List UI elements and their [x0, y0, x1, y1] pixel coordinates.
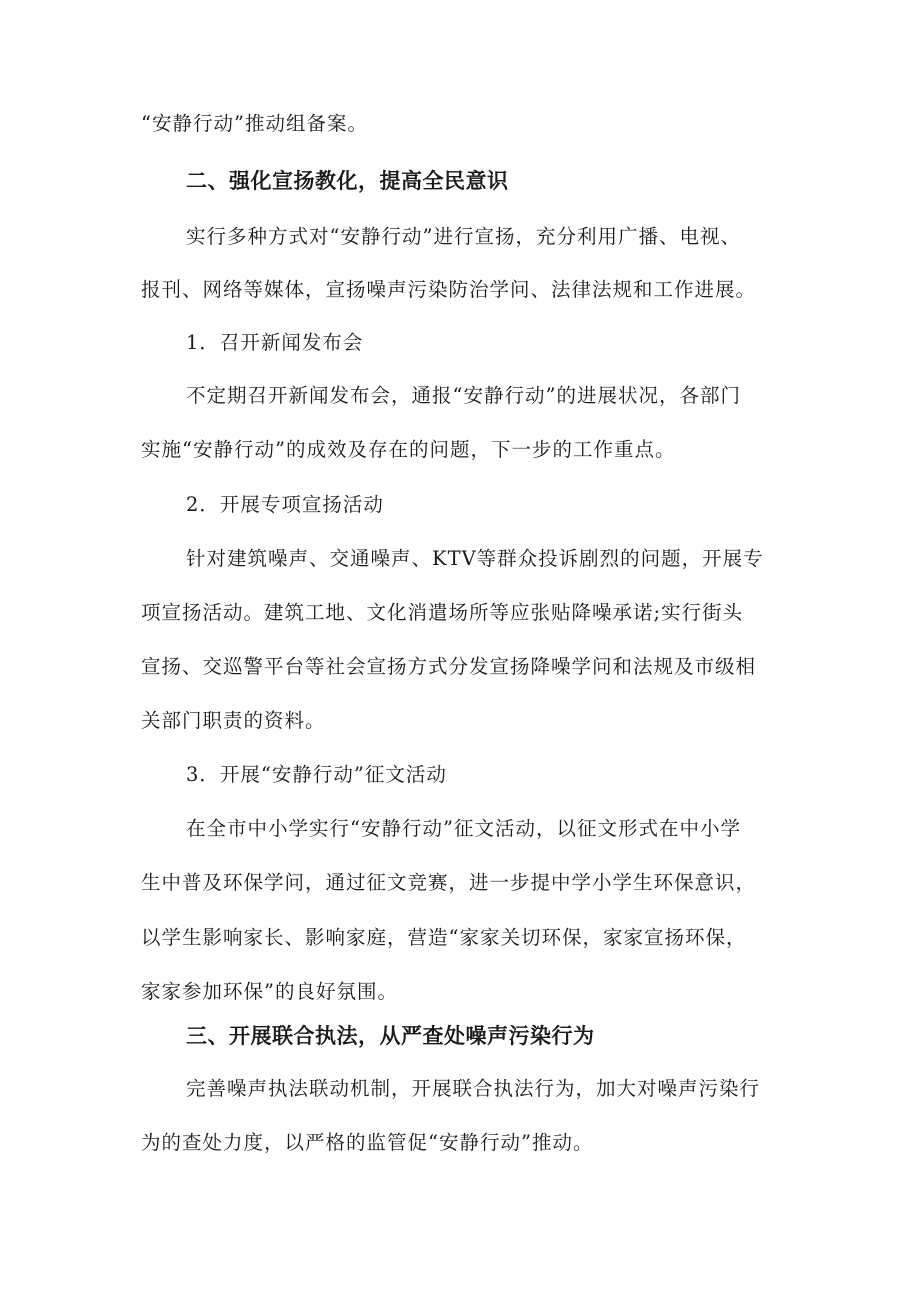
paragraph-line: 实行多种方式对“安静行动”进行宣扬，充分利用广播、电视、: [186, 225, 741, 248]
paragraph-line: 以学生影响家长、影响家庭，营造“家家关切环保，家家宣扬环保，: [141, 926, 747, 949]
paragraph-line: 宣扬、交巡警平台等社会宣扬方式分发宣扬降噪学问和法规及市级相: [141, 655, 757, 678]
paragraph-line: 完善噪声执法联动机制，开展联合执法行为，加大对噪声污染行: [186, 1077, 761, 1100]
subsection-title-3: 3．开展“安静行动”征文活动: [186, 763, 447, 786]
paragraph-line: 针对建筑噪声、交通噪声、KTV等群众投诉剧烈的问题，开展专: [186, 547, 764, 570]
paragraph-line: 关部门职责的资料。: [141, 709, 326, 732]
paragraph-line: 不定期召开新闻发布会，通报“安静行动”的进展状况，各部门: [186, 384, 741, 407]
section-heading-3: 三、开展联合执法，从严查处噪声污染行为: [186, 1024, 595, 1048]
subsection-title-1: 1．召开新闻发布会: [186, 331, 364, 354]
subsection-title-2: 2．开展专项宣扬活动: [186, 493, 384, 516]
paragraph-line: 家家参加环保”的良好氛围。: [141, 980, 398, 1003]
paragraph-line: 生中普及环保学问，通过征文竞赛，进一步提中学小学生环保意识，: [141, 871, 757, 894]
paragraph-line: 实施“安静行动”的成效及存在的问题，下一步的工作重点。: [141, 438, 676, 461]
paragraph-line: 为的查处力度，以严格的监管促“安静行动”推动。: [141, 1131, 594, 1154]
paragraph-line: 报刊、网络等媒体，宣扬噪声污染防治学问、法律法规和工作进展。: [141, 278, 757, 301]
section-heading-2: 二、强化宣扬教化，提高全民意识: [186, 169, 509, 193]
paragraph-line: 在全市中小学实行“安静行动”征文活动，以征文形式在中小学: [186, 817, 741, 840]
paragraph-line: 项宣扬活动。建筑工地、文化消遣场所等应张贴降噪承诺;实行街头: [141, 601, 744, 624]
paragraph-line: “安静行动”推动组备案。: [141, 112, 368, 135]
